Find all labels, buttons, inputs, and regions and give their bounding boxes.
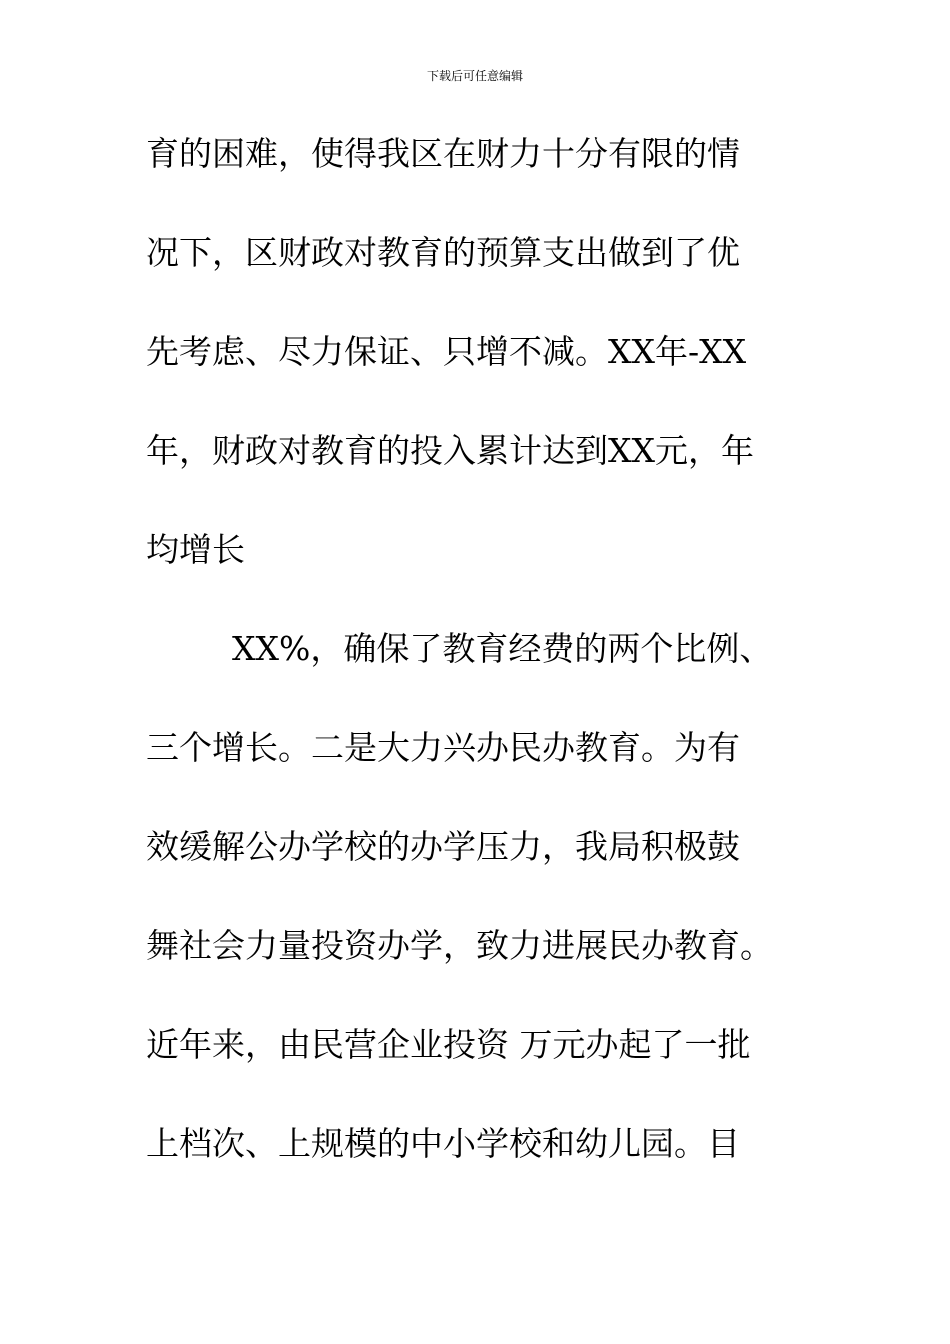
text-line: 效缓解公办学校的办学压力，我局积极鼓: [146, 827, 740, 866]
text-line: 近年来，由民营企业投资 万元办起了一批: [146, 1025, 751, 1064]
text-line: 况下，区财政对教育的预算支出做到了优: [146, 233, 740, 272]
text-line-indented: XX%，确保了教育经费的两个比例、: [232, 629, 773, 668]
text-line: 均增长: [146, 530, 245, 569]
text-line: 育的困难，使得我区在财力十分有限的情: [146, 134, 740, 173]
text-line: 上档次、上规模的中小学校和幼儿园。目: [146, 1124, 740, 1163]
page-header: 下载后可任意编辑: [426, 69, 523, 83]
body-text: [146, 128, 826, 1217]
text-line: 年，财政对教育的投入累计达到XX元，年: [146, 431, 754, 470]
text-line: 先考虑、尽力保证、只增不减。XX年-XX: [146, 332, 747, 371]
text-line: 三个增长。二是大力兴办民办教育。为有: [146, 728, 740, 767]
text-line: 舞社会力量投资办学，致力进展民办教育。: [146, 926, 773, 965]
